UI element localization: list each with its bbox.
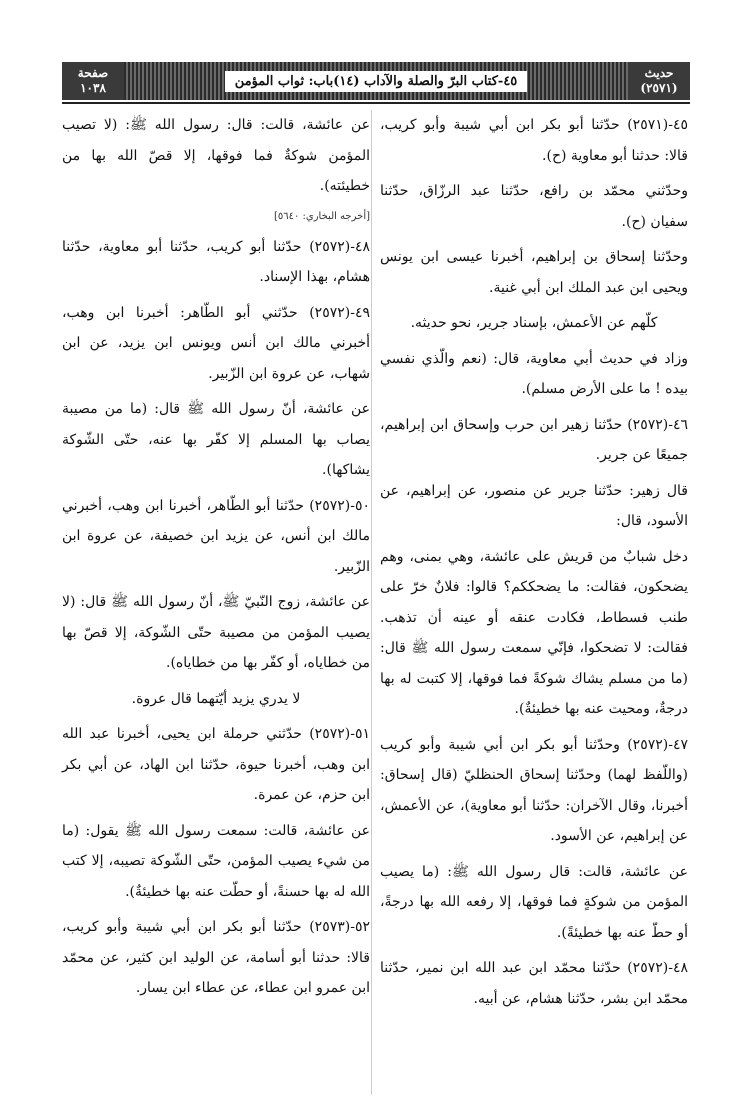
chapter-title: ٤٥-كتاب البرّ والصلة والآداب (١٤)باب: ثواب المؤمن <box>225 71 528 92</box>
hadith-paragraph: عن عائشة، زوج النّبيّ ﷺ، أنّ رسول الله ﷺ قال: (لا يصيب المؤمن من مصيبة حتّى الشّوكة، إلا قصّ بها من خطاياه، أو كفّر بها من خطاياه). <box>62 594 370 671</box>
hadith-paragraph: ٤٨-(٢٥٧٢) حدّثنا أبو كريب، حدّثنا أبو معاوية، حدّثنا هشام، بهذا الإسناد. <box>62 238 370 285</box>
page-label: صفحة <box>77 66 109 80</box>
hadith-paragraph: ٥٠-(٢٥٧٢) حدّثنا أبو الطّاهر، أخبرنا ابن وهب، أخبرني مالك ابن أنس، عن يزيد ابن خصيفة، عن عروة ابن الزّبير. <box>62 497 370 575</box>
header-rule <box>62 102 690 104</box>
hadith-paragraph: عن عائشة، قالت: سمعت رسول الله ﷺ يقول: (ما من شيء يصيب المؤمن، حتّى الشّوكة تصيبه، إلا كتب الله له بها حسنةً، أو حطّت عنه بها خطيئةٌ). <box>62 822 370 900</box>
header-title-band <box>124 62 628 100</box>
source-reference: [أخرجه البخاري: ٥٦٤٠] <box>273 210 370 222</box>
hadith-number-box <box>628 62 690 100</box>
right-column <box>380 110 688 1019</box>
page-number: ١٠٣٨ <box>80 81 106 95</box>
hadith-paragraph: كلّهم عن الأعمش، بإسناد جرير، نحو حديثه. <box>410 315 658 331</box>
hadith-paragraph: ٤٦-(٢٥٧٢) حدّثنا زهير ابن حرب وإسحاق ابن إبراهيم، جميعًا عن جرير. <box>380 416 688 463</box>
hadith-paragraph: قال زهير: حدّثنا جرير عن منصور، عن إبراهيم، عن الأسود، قال: <box>380 482 688 529</box>
hadith-label: حديث <box>644 66 674 80</box>
left-column <box>62 110 370 1009</box>
page-header <box>62 62 690 100</box>
hadith-paragraph: ٤٨-(٢٥٧٢) حدّثنا محمّد ابن عبد الله ابن نمير، حدّثنا محمّد ابن بشر، حدّثنا هشام، عن أبيه. <box>380 960 688 1007</box>
hadith-range: (٢٥٧١) <box>640 81 678 95</box>
hadith-paragraph: ٤٧-(٢٥٧٢) وحدّثنا أبو بكر ابن أبي شيبة وأبو كريب (واللّفظ لهما) وحدّثنا إسحاق الحنظليّ (قال إسحاق: أخبرنا، وقال الآخران: حدّثنا أبو معاوية)، عن الأعمش، عن إبراهيم، عن الأسود. <box>380 736 688 844</box>
hadith-paragraph: عن عائشة، أنّ رسول الله ﷺ قال: (ما من مصيبة يصاب بها المسلم إلا كفّر بها عنه، حتّى الشّوكة يشاكها). <box>62 401 370 478</box>
hadith-paragraph: عن عائشة، قالت: قال رسول الله ﷺ: (ما يصيب المؤمن من شوكةٍ فما فوقها، إلا رفعه الله بها درجةً، أو حطّ عنه بها خطيئةً). <box>380 863 688 941</box>
column-divider <box>371 110 372 1095</box>
hadith-paragraph: عن عائشة، قالت: قال: رسول الله ﷺ: (لا تصيب المؤمن شوكةٌ فما فوقها، إلا قصّ الله بها من خطيئته). <box>62 117 370 194</box>
hadith-paragraph: دخل شبابٌ من قريش على عائشة، وهي بمنى، وهم يضحكون، فقالت: ما يضحككم؟ قالوا: فلانٌ خرّ على طنب فسطاط، فكادت عنقه أو عينه أن تذهب. فقالت: لا تضحكوا، فإنّي سمعت رسول الله ﷺ قال: (ما من مسلم يشاك شوكةً فما فوقها، إلا كتبت له بها درجةٌ، ومحيت عنه بها خطيئةٌ). <box>380 548 688 717</box>
hadith-paragraph: ٤٥-(٢٥٧١) حدّثنا أبو بكر ابن أبي شيبة وأبو كريب، قالا: حدثنا أبو معاوية (ح). <box>380 117 688 164</box>
hadith-paragraph: وزاد في حديث أبي معاوية، قال: (نعم والّذي نفسي بيده ! ما على الأرض مسلم). <box>380 350 688 397</box>
hadith-paragraph: وحدّثني محمّد بن رافع، حدّثنا عبد الرزّاق، حدّثنا سفيان (ح). <box>380 183 688 230</box>
hadith-paragraph: ٤٩-(٢٥٧٢) حدّثني أبو الطّاهر: أخبرنا ابن وهب، أخبرني مالك ابن أنس ويونس ابن يزيد، عن ابن شهاب، عن عروة ابن الزّبير. <box>62 304 370 382</box>
hadith-paragraph: ٥١-(٢٥٧٢) حدّثني حرملة ابن يحيى، أخبرنا عبد الله ابن وهب، أخبرنا حيوة، حدّثنا ابن الهاد، عن أبي بكر ابن حزم، عن عمرة. <box>62 726 370 803</box>
hadith-paragraph: وحدّثنا إسحاق بن إبراهيم، أخبرنا عيسى ابن يونس ويحيى ابن عبد الملك ابن أبي غنية. <box>380 249 688 296</box>
hadith-paragraph: ٥٢-(٢٥٧٣) حدّثنا أبو بكر ابن أبي شيبة وأبو كريب، قالا: حدثنا أبو أسامة، عن الوليد ابن كثير، عن محمّد ابن عمرو ابن عطاء، عن عطاء ابن يسار. <box>62 919 370 996</box>
page-number-box <box>62 62 124 100</box>
hadith-paragraph: لا يدري يزيد أيّتهما قال عروة. <box>131 690 301 707</box>
